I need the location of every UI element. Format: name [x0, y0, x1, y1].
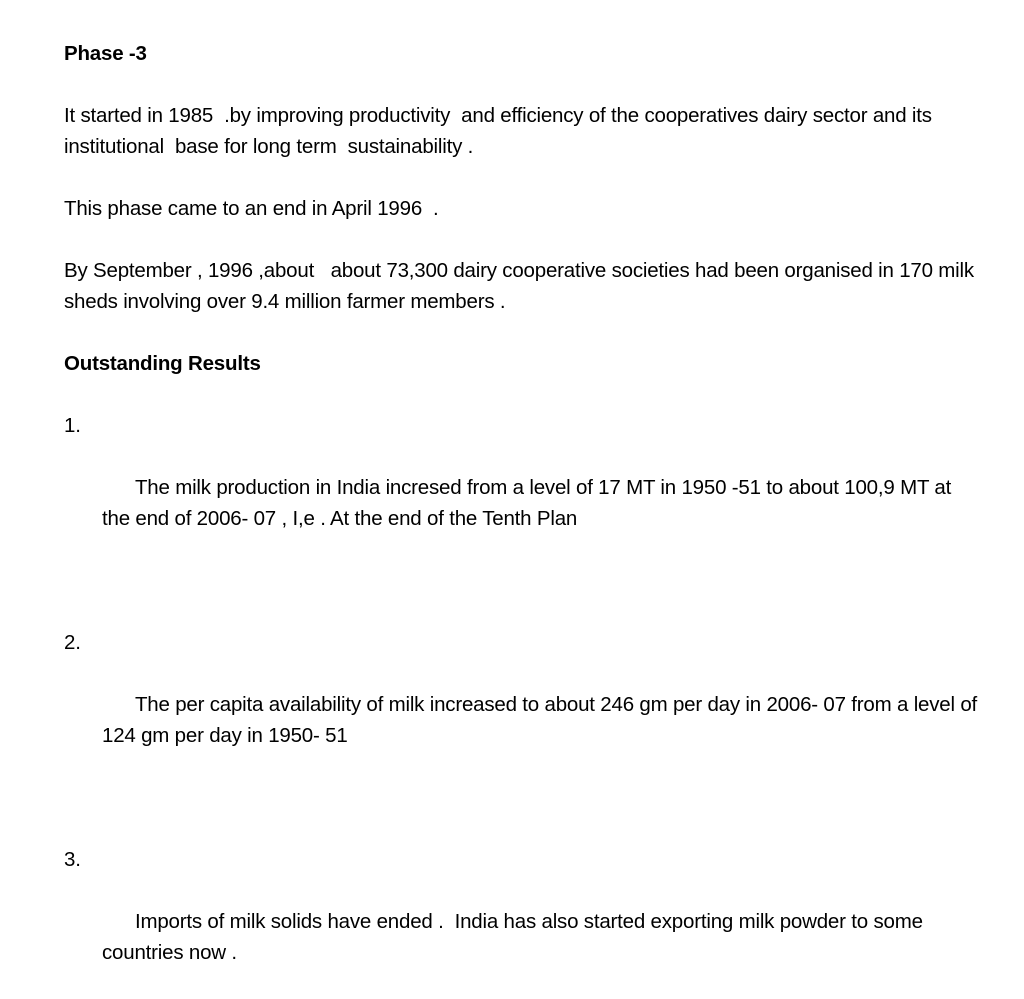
paragraph-end: This phase came to an end in April 1996 .	[64, 197, 439, 220]
result-number: 1.	[64, 414, 81, 437]
result-text: The milk production in India incresed from a level of 17 MT in 1950 -51 to about 100,9 MT at the end of 2006- 07 , I,e . At the end of the Tenth Plan	[102, 476, 957, 530]
paragraph-start: It started in 1985 .by improving productivity and efficiency of the cooperatives dairy sector and its institutional base for long term sustainability .	[64, 104, 943, 158]
result-number: 3.	[64, 848, 81, 871]
paragraph-societies: By September , 1996 ,about about 73,300 dairy cooperative societies had been organised in 170 milk sheds involving over 9.4 million farmer members .	[64, 259, 980, 313]
results-heading: Outstanding Results	[64, 352, 261, 375]
result-item	[64, 844, 984, 999]
result-text: The per capita availability of milk increased to about 246 gm per day in 2006- 07 from a level of 124 gm per day in 1950- 51	[102, 693, 983, 747]
results-list	[64, 410, 984, 999]
result-item	[64, 627, 984, 782]
phase-title: Phase -3	[64, 42, 147, 65]
slide-content	[64, 38, 984, 999]
result-item	[64, 410, 984, 565]
result-text: Imports of milk solids have ended . India has also started exporting milk powder to some countries now .	[102, 910, 929, 964]
result-number: 2.	[64, 631, 81, 654]
